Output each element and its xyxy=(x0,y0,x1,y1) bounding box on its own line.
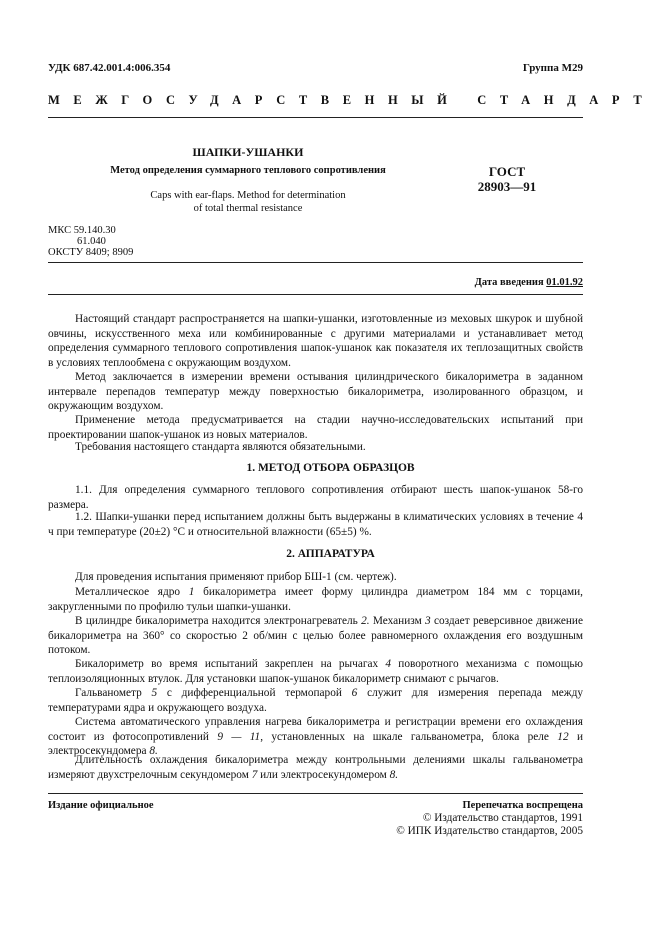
para-5-text-b: с дифференциальной термопарой xyxy=(157,687,352,699)
group-code: Группа М29 xyxy=(522,62,583,74)
section-2-para-7 xyxy=(48,753,583,782)
intro-paragraph-3: Применение метода предусматривается на стадии научно-исследовательских испытаний при проектировании шапок-ушанок из новых материалов. xyxy=(48,414,583,441)
para-6-ref-8: 8. xyxy=(149,745,158,758)
classification-rule xyxy=(48,262,583,263)
para-6-ref-12: 12 xyxy=(557,730,569,743)
para-3-text-c: создает реверсивное движение бикалориметра на 360° со скоростью 2 об/мин с целью более равномерного охлаждения его воздушным потоком. xyxy=(48,615,583,657)
para-4-ref-4: 4 xyxy=(385,658,392,670)
udc-code: УДК 687.42.001.4:006.354 xyxy=(48,62,171,74)
section-1-para-2: 1.2. Шапки-ушанки перед испытанием должны быть выдержаны в климатических условиях в течение 4 ч при температуре (20±2) °С и относительной влажности (65±5) %. xyxy=(48,511,583,538)
footer-rule xyxy=(48,793,583,794)
okstu-code: ОКСТУ 8409; 8909 xyxy=(48,247,134,258)
copyright-1991: © Издательство стандартов, 1991 xyxy=(422,812,583,824)
introduction-date-label: Дата введения xyxy=(474,277,544,288)
section-2-para-5 xyxy=(48,686,583,715)
para-3-ref-3: 3 xyxy=(425,615,431,627)
mks-code-2: 61.040 xyxy=(77,236,106,247)
intro-paragraph-4: Требования настоящего стандарта являются обязательными. xyxy=(75,441,366,453)
document-subtitle: Метод определения суммарного теплового сопротивления xyxy=(110,165,386,176)
para-2-text-b: бикалориметра имеет форму цилиндра диаметром 184 мм с торцами, закругленными по профилю тульи шапки-ушанки. xyxy=(48,586,584,613)
para-5-text-a: Гальванометр xyxy=(75,687,152,699)
interstate-standard-banner: МЕЖГОСУДАРСТВЕННЫЙ СТАНДАРТ xyxy=(48,93,656,107)
mks-code-1: МКС 59.140.30 xyxy=(48,225,116,236)
reprint-notice: Перепечатка воспрещена xyxy=(462,800,583,811)
introduction-date xyxy=(475,277,583,288)
intro-rule xyxy=(48,294,583,295)
intro-paragraph-2: Метод заключается в измерении времени остывания цилиндрического бикалориметра в заданном интервале перепадов температур между поверхностью бикалориметра, изолированного образцом, и окружающим воздухом. xyxy=(48,371,583,413)
document-title: ШАПКИ-УШАНКИ xyxy=(192,145,304,159)
section-2-para-1: Для проведения испытания применяют прибор БШ-1 (см. чертеж). xyxy=(75,571,397,583)
gost-number: 28903—91 xyxy=(477,179,537,194)
para-6-text-a: Система автоматического управления нагрева бикалориметра и регистрации времени его охлаждения состоит из фотосопротивлений xyxy=(48,716,583,743)
para-6-ref-9-11: 9 — 11 xyxy=(217,730,261,743)
para-7-ref-8: 8. xyxy=(389,768,399,781)
para-5-ref-6: 6 xyxy=(351,687,358,699)
para-4-text-b: поворотного механизма с помощью теплоизоляционных втулок. Для установки шапок-ушанок бикалориметр снимают с рычагов. xyxy=(48,658,583,685)
para-7-text-b: или электросекундомером xyxy=(257,768,390,781)
header-rule xyxy=(48,117,583,118)
introduction-date-value: 01.01.92 xyxy=(546,277,583,288)
para-2-ref-1: 1 xyxy=(188,586,195,598)
para-3-text-a: В цилиндре бикалориметра находится электронагреватель xyxy=(75,615,362,627)
section-1-para-1: 1.1. Для определения суммарного теплового сопротивления отбирают шесть шапок-ушанок 58-го размера. xyxy=(48,484,583,511)
english-title-line2: of total thermal resistance xyxy=(193,203,303,214)
para-5-text-c: служит для измерения перепада между температурами ядра и окружающего воздуха. xyxy=(48,687,584,714)
para-6-text-c: и электросекундомера xyxy=(48,730,583,758)
official-edition-label: Издание официальное xyxy=(48,800,154,811)
para-5-ref-5: 5 xyxy=(151,687,158,699)
para-2-text-a: Металлическое ядро xyxy=(75,586,189,598)
section-2-para-2 xyxy=(48,585,583,614)
section-2-heading: 2. АППАРАТУРА xyxy=(286,548,375,560)
english-title-line1: Caps with ear-flaps. Method for determination xyxy=(150,190,346,201)
section-2-para-3 xyxy=(48,614,583,658)
para-7-ref-7: 7 xyxy=(251,768,258,781)
para-7-text-a: Длительность охлаждения бикалориметра между контрольными делениями шкалы гальванометра измеряют двухстрелочным секундомером xyxy=(48,754,583,781)
intro-paragraph-1: Настоящий стандарт распространяется на шапки-ушанки, изготовленные из меховых шкурок и шубной овчины, искусственного меха или комбинированные с другими материалами и устанавливает метод определения суммарного теплового сопротивления шапок-ушанок как показателя их теплозащитных свойств в условиях теплообмена с окружающим воздухом. xyxy=(48,313,583,369)
para-3-text-b: Механизм xyxy=(369,615,426,627)
gost-label: ГОСТ xyxy=(488,164,526,179)
para-6-text-b: , установленных на шкале гальванометра, блока реле xyxy=(260,730,558,743)
para-3-ref-2: 2. xyxy=(361,615,370,627)
section-1-heading: 1. МЕТОД ОТБОРА ОБРАЗЦОВ xyxy=(246,462,415,474)
section-2-para-4 xyxy=(48,657,583,686)
para-4-text-a: Бикалориметр во время испытаний закреплен на рычагах xyxy=(75,658,386,670)
copyright-2005: © ИПК Издательство стандартов, 2005 xyxy=(396,825,583,837)
